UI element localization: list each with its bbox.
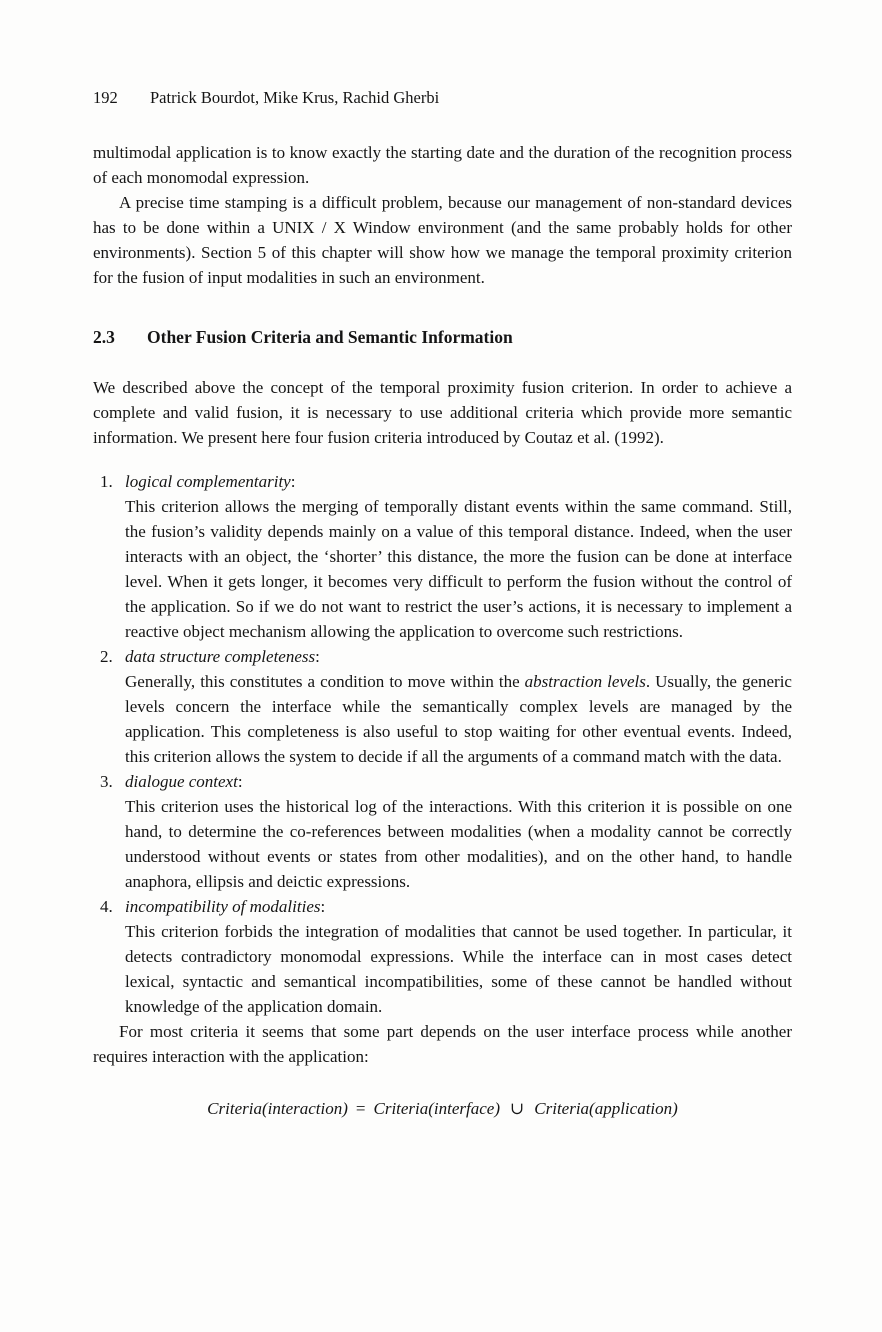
- list-item-separator: :: [315, 647, 320, 666]
- formula-application-term: Criteria(application): [534, 1099, 678, 1118]
- fusion-criteria-list: [93, 469, 792, 1019]
- list-item-text: This criterion allows the merging of temporally distant events within the same command. Still, the fusion’s validity depends mainly on a value of this temporal distance. Indeed, when the user interacts with an object, the ‘shorter’ this distance, the more the fusion can be done at interface level. When it gets longer, it becomes very difficult to perform the fusion without the control of the application. So if we do not want to restrict the user’s actions, it is necessary to implement a reactive object mechanism allowing the application to overcome such restrictions.: [125, 497, 792, 641]
- criteria-formula: [93, 1099, 792, 1119]
- list-item-body: [125, 769, 792, 894]
- equals-sign: =: [355, 1099, 366, 1118]
- paragraph-section-intro: We described above the concept of the temporal proximity fusion criterion. In order to achieve a complete and valid fusion, it is necessary to use additional criteria which provide more semantic information. We present here four fusion criteria introduced by Coutaz et al. (1992).: [93, 378, 792, 447]
- list-item-text-emphasis: abstraction levels: [524, 672, 646, 691]
- list-item-separator: :: [320, 897, 326, 916]
- page-number: 192: [93, 88, 118, 107]
- list-item-text-post: . Usually, the generic levels concern the interface while the semantically complex levels are managed by the application. This completeness is also useful to stop waiting for other eventual events. Indeed, this criterion allows the system to decide if all the arguments of a command match with the data.: [125, 672, 792, 766]
- list-item-body: [125, 469, 792, 644]
- paragraph-intro-continuation: multimodal application is to know exactly the starting date and the duration of the recognition process of each monomodal expression.: [93, 143, 792, 187]
- formula-lhs: Criteria(interaction): [207, 1099, 348, 1118]
- page-content: [93, 140, 792, 1119]
- union-operator: ∪: [510, 1099, 525, 1118]
- list-item: [93, 469, 792, 644]
- list-item-term: dialogue context: [125, 772, 238, 791]
- list-item-text-pre: Generally, this constitutes a condition to move within the: [125, 672, 525, 691]
- list-item-separator: :: [290, 472, 296, 491]
- section-title: Other Fusion Criteria and Semantic Information: [147, 327, 513, 347]
- section-heading: [93, 327, 792, 348]
- list-item-term: data structure completeness: [125, 647, 316, 666]
- list-item: [93, 769, 792, 894]
- formula-interface-term: Criteria(interface): [373, 1099, 501, 1118]
- list-item: [93, 644, 792, 769]
- list-item-body: [125, 894, 792, 1019]
- running-header-authors: Patrick Bourdot, Mike Krus, Rachid Gherbi: [150, 88, 440, 107]
- list-item: [93, 894, 792, 1019]
- list-item-text: This criterion forbids the integration of modalities that cannot be used together. In particular, it detects contradictory monomodal expressions. While the interface can in most cases detect lexical, syntactic and semantical incompatibilities, some of these cannot be handled without knowledge of the application domain.: [125, 922, 792, 1016]
- paragraph-closing: For most criteria it seems that some part depends on the user interface process while another requires interaction with the application:: [93, 1022, 792, 1066]
- list-item-separator: :: [237, 772, 243, 791]
- list-item-number: 2.: [100, 647, 113, 666]
- list-item-term: logical complementarity: [125, 472, 291, 491]
- list-item-body: [125, 644, 792, 769]
- section-number: 2.3: [93, 327, 115, 347]
- running-header: [93, 88, 792, 108]
- list-item-number: 3.: [100, 772, 113, 791]
- list-item-term: incompatibility of modalities: [125, 897, 321, 916]
- list-item-number: 1.: [100, 472, 113, 491]
- list-item-text: This criterion uses the historical log of the interactions. With this criterion it is possible on one hand, to determine the co-references between modalities (when a modality cannot be correctly understood without events or states from other modalities), and on the other hand, to handle anaphora, ellipsis and deictic expressions.: [125, 797, 792, 891]
- paragraph-time-stamping: A precise time stamping is a difficult problem, because our management of non-standard devices has to be done within a UNIX / X Window environment (and the same probably holds for other environments). Section 5 of this chapter will show how we manage the temporal proximity criterion for the fusion of input modalities in such an environment.: [93, 193, 792, 287]
- list-item-number: 4.: [100, 897, 113, 916]
